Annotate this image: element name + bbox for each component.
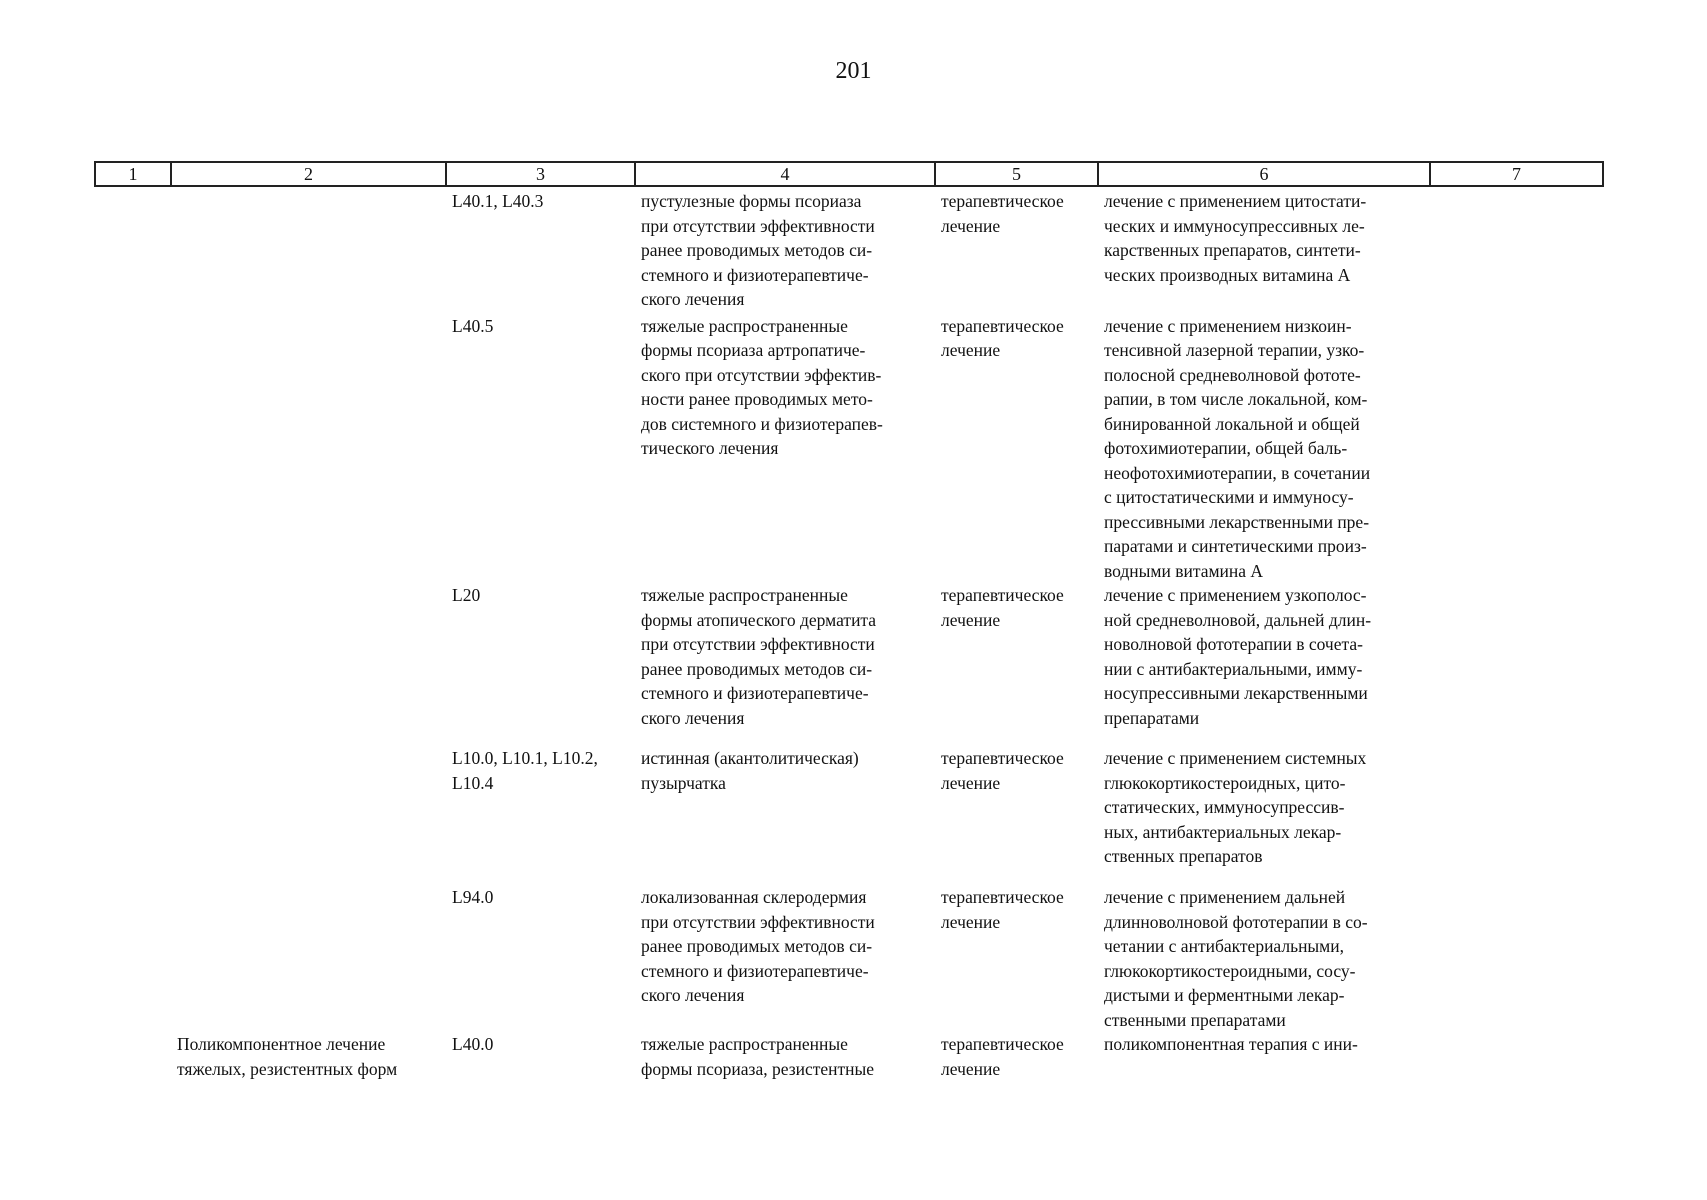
cell-profile — [171, 186, 446, 312]
cell-col1 — [95, 885, 171, 1032]
cell-treatment-type: терапевтическое лечение — [941, 887, 1064, 932]
column-number-header — [95, 162, 1603, 186]
cell-col7 — [1430, 312, 1603, 584]
cell-condition: истинная (акантолитическая) пузырчатка — [641, 748, 859, 793]
cell-treatment-method: лечение с применением низкоин- тенсивной лазерной терапии, узко- полосной средневолновой фототе- рапии, в том числе локальной, ком- бинированной локальной и общей фотохимиотерапии, общей баль- неофотохимиотерапии, в сочетании с цитостатическими и иммуносу- прессивными лекарственными пре- паратами и синтетическими произ- водными витамина А — [1104, 315, 1371, 581]
cell-icd-code: L94.0 — [452, 887, 494, 907]
page-number: 201 — [835, 58, 872, 84]
table-row — [95, 312, 1603, 584]
cell-icd-code: L10.0, L10.1, L10.2, L10.4 — [452, 748, 598, 793]
cell-condition: пустулезные формы псориаза при отсутствии эффективности ранее проводимых методов си- стемного и физиотерапевтиче- ского лечения — [641, 191, 875, 309]
column-header: 4 — [635, 162, 935, 186]
cell-profile — [171, 885, 446, 1032]
cell-col1 — [95, 1032, 171, 1081]
cell-treatment-method: лечение с применением узкополос- ной средневолновой, дальней длин- новолновой фототерапии в сочета- нии с антибактериальными, имму- носупрессивными лекарственными препаратами — [1104, 585, 1372, 728]
column-header: 5 — [935, 162, 1098, 186]
cell-col7 — [1430, 746, 1603, 885]
cell-icd-code: L40.0 — [452, 1034, 494, 1054]
table-row — [95, 186, 1603, 312]
cell-col7 — [1430, 186, 1603, 312]
cell-treatment-type: терапевтическое лечение — [941, 585, 1064, 630]
cell-condition: локализованная склеродермия при отсутствии эффективности ранее проводимых методов си- стемного и физиотерапевтиче- ского лечения — [641, 887, 875, 1005]
column-header: 6 — [1098, 162, 1430, 186]
cell-condition: тяжелые распространенные формы атопического дерматита при отсутствии эффективности ранее проводимых методов си- стемного и физиотерапевтиче- ского лечения — [641, 585, 877, 728]
table-row — [95, 885, 1603, 1032]
cell-icd-code: L20 — [452, 585, 481, 605]
cell-treatment-method: поликомпонентная терапия с ини- — [1104, 1034, 1358, 1054]
table-row — [95, 583, 1603, 746]
cell-treatment-type: терапевтическое лечение — [941, 315, 1064, 360]
cell-treatment-method: лечение с применением системных глюкокортикостероидных, цито- статических, иммуносупрессив- ных, антибактериальных лекар- ственных препаратов — [1104, 748, 1367, 866]
cell-treatment-method: лечение с применением цитостати- ческих и иммуносупрессивных ле- карственных препаратов, синтети- ческих производных витамина А — [1104, 191, 1367, 285]
cell-col1 — [95, 312, 171, 584]
column-header: 2 — [171, 162, 446, 186]
cell-condition: тяжелые распространенные формы псориаза артропатиче- ского при отсутствии эффектив- ности ранее проводимых мето- дов системного и физиотерапев- тического лечения — [641, 315, 883, 458]
column-header: 7 — [1430, 162, 1603, 186]
cell-col1 — [95, 746, 171, 885]
cell-col1 — [95, 186, 171, 312]
cell-col7 — [1430, 885, 1603, 1032]
cell-profile: Поликомпонентное лечение тяжелых, резистентных форм — [177, 1034, 398, 1079]
cell-icd-code: L40.5 — [452, 315, 494, 336]
cell-condition: тяжелые распространенные формы псориаза, резистентные — [641, 1034, 875, 1079]
cell-treatment-type: терапевтическое лечение — [941, 1034, 1064, 1079]
cell-col7 — [1430, 583, 1603, 746]
cell-col7 — [1430, 1032, 1603, 1081]
treatment-table — [94, 161, 1604, 1081]
cell-icd-code: L40.1, L40.3 — [452, 191, 544, 211]
cell-profile — [171, 312, 446, 584]
column-header: 1 — [95, 162, 171, 186]
cell-col1 — [95, 583, 171, 746]
cell-profile — [171, 583, 446, 746]
column-header: 3 — [446, 162, 635, 186]
cell-profile — [171, 746, 446, 885]
cell-treatment-type: терапевтическое лечение — [941, 748, 1064, 793]
table-row — [95, 1032, 1603, 1081]
table-row — [95, 746, 1603, 885]
cell-treatment-type: терапевтическое лечение — [941, 191, 1064, 236]
cell-treatment-method: лечение с применением дальней длинноволновой фототерапии в со- четании с антибактериальными, глюкокортикостероидными, сосу- дистыми и ферментными лекар- ственными препаратами — [1104, 887, 1368, 1030]
